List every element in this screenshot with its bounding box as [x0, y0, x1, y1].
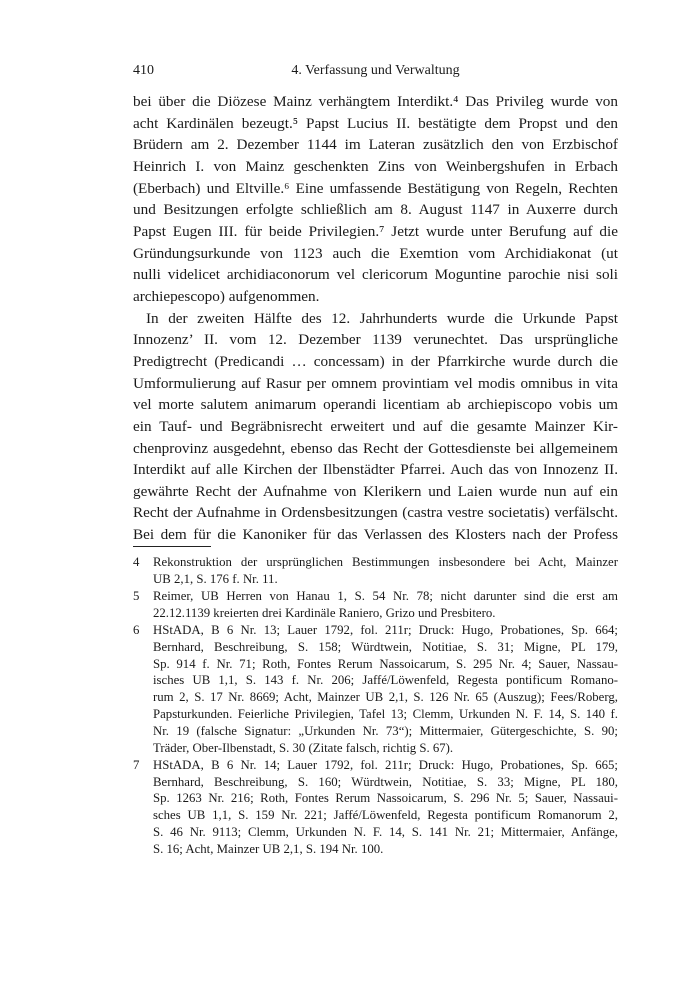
footnote-line: Rekonstruktion der ursprünglichen Bestimmungen insbesondere bei Acht, Mainzer — [153, 555, 618, 569]
footnote-line: rum 2, S. 17 Nr. 8669; Acht, Mainzer UB 2,1, S. 126 Nr. 65 (Auszug); Fees/Roberg, — [153, 690, 618, 705]
text-line: und Besitzungen erfolgte schließlich am 8. August 1147 in Auxerre durch — [133, 201, 618, 219]
footnote-line: S. 46 Nr. 9113; Clemm, Urkunden N. F. 14, S. 141 Nr. 21; Mittermaier, Anfänge, — [153, 824, 618, 839]
text-line: In der zweiten Hälfte des 12. Jahrhunderts wurde die Urkunde Papst — [146, 309, 618, 327]
footnote-separator — [133, 546, 211, 547]
footnote-line: S. 16; Acht, Mainzer UB 2,1, S. 194 Nr. 100. — [153, 841, 384, 856]
text-line: Umformulierung auf Rasur per omnem provintiam vel modis omnibus in vita — [133, 374, 618, 392]
footnote-line: Sp. 1263 Nr. 216; Roth, Fontes Rerum Nassoicarum, S. 296 Nr. 5; Sauer, Nassaui- — [153, 791, 618, 806]
text-line: Predigtrecht (Predicandi … concessam) in der Pfarrkirche wurde durch die — [133, 352, 618, 370]
text-line: gewährte Recht der Aufnahme von Klerikern und Laien wurde nun auf ein — [133, 482, 618, 500]
footnote-line: Bernhard, Beschreibung, S. 158; Würdtwein, Notitiae, S. 31; Migne, PL 179, — [153, 639, 618, 654]
text-line: Recht der Aufnahme in Ordensbesitzungen (castra vestre societatis) verfälscht. — [133, 504, 618, 522]
footnote-4 — [133, 554, 618, 588]
footnote-line: Nr. 19 (falsche Signatur: „Urkunden Nr. 73“); Mittermaier, Gütergeschichte, S. 90; — [153, 723, 618, 738]
footnote-number: 4 — [133, 555, 140, 569]
footnote-line: Sp. 914 f. Nr. 71; Roth, Fontes Rerum Nassoicarum, S. 295 Nr. 4; Sauer, Nassau- — [153, 656, 618, 671]
text-line: Heinrich I. von Mainz geschenkten Zins von Weinbergshufen in Erbach — [133, 157, 618, 175]
running-header — [133, 61, 618, 81]
page-number: 410 — [133, 63, 154, 78]
footnote-7 — [133, 757, 618, 858]
text-line: vel morte salutem animarum operandi licentiam ab archiepiscopo vobis um — [133, 396, 618, 414]
text-line: nulli videlicet archidiaconorum vel clericorum Moguntine parochie nisi soli — [133, 266, 618, 284]
footnote-line: isches UB 1,1, S. 143 f. Nr. 206; Jaffé/Löwenfeld, Regesta pontificum Romano- — [153, 673, 618, 688]
footnote-line: sches UB 1,1, S. 159 Nr. 221; Jaffé/Löwenfeld, Regesta pontificum Romanorum 2, — [153, 808, 618, 823]
text-line: Papst Eugen III. für beide Privilegien.⁷ Jetzt wurde unter Berufung auf die — [133, 222, 618, 240]
footnotes — [133, 554, 618, 858]
footnote-line: Bernhard, Beschreibung, S. 160; Würdtwein, Notitiae, S. 33; Migne, PL 180, — [153, 774, 618, 789]
footnote-5 — [133, 588, 618, 622]
text-line: acht Kardinälen bezeugt.⁵ Papst Lucius II. bestätigte dem Propst und den — [133, 114, 618, 132]
footnote-line: UB 2,1, S. 176 f. Nr. 11. — [153, 571, 278, 586]
paragraph-2 — [133, 308, 618, 546]
footnote-number: 7 — [133, 757, 140, 772]
main-text — [133, 91, 618, 546]
footnote-line: HStADA, B 6 Nr. 13; Lauer 1792, fol. 211r; Druck: Hugo, Probationes, Sp. 664; — [153, 622, 618, 637]
running-title: 4. Verfassung und Verwaltung — [291, 63, 460, 78]
footnote-line: Papsturkunden. Feierliche Privilegien, Tafel 13; Clemm, Urkunden N. F. 14, S. 140 f. — [153, 706, 618, 721]
footnote-line: Träder, Ober-Ilbenstadt, S. 30 (Zitate falsch, richtig S. 67). — [153, 740, 454, 755]
text-line: archiepescopo) aufgenommen. — [133, 287, 320, 305]
text-line: bei über die Diözese Mainz verhängtem Interdikt.⁴ Das Privileg wurde von — [133, 93, 618, 110]
text-line: Bei dem für die Kanoniker für das Verlassen des Klosters nach der Profess — [133, 526, 618, 544]
text-line: Brüdern am 2. Dezember 1144 im Lateran zusätzlich den von Erzbischof — [133, 136, 618, 154]
footnote-line: 22.12.1139 kreierten drei Kardinäle Raniero, Grizo und Presbitero. — [153, 605, 496, 620]
text-line: ein Tauf- und Begräbnisrecht erweitert und auf die gesamte Mainzer Kir- — [133, 417, 618, 435]
text-line: Interdikt auf alle Kirchen der Ilbenstädter Pfarrei. Auch das von Innozenz II. — [133, 461, 618, 479]
paragraph-1 — [133, 91, 618, 308]
text-line: Gründungsurkunde von 1123 auch die Exemtion vom Archidiakonat (ut — [133, 244, 618, 262]
footnote-line: HStADA, B 6 Nr. 14; Lauer 1792, fol. 211r; Druck: Hugo, Probationes, Sp. 665; — [153, 757, 618, 772]
footnote-number: 6 — [133, 622, 140, 637]
footnote-6 — [133, 622, 618, 756]
text-line: (Eberbach) und Eltville.⁶ Eine umfassende Bestätigung von Regeln, Rechten — [133, 179, 618, 197]
footnote-line: Reimer, UB Herren von Hanau 1, S. 54 Nr. 78; nicht darunter sind die erst am — [153, 588, 618, 603]
text-line: chenprovinz ausgedehnt, ebenso das Recht der Gottesdienste bei allgemeinem — [133, 439, 618, 457]
footnote-number: 5 — [133, 588, 140, 603]
text-line: Innozenz’ II. vom 12. Dezember 1139 verunechtet. Das ursprüngliche — [133, 331, 618, 349]
